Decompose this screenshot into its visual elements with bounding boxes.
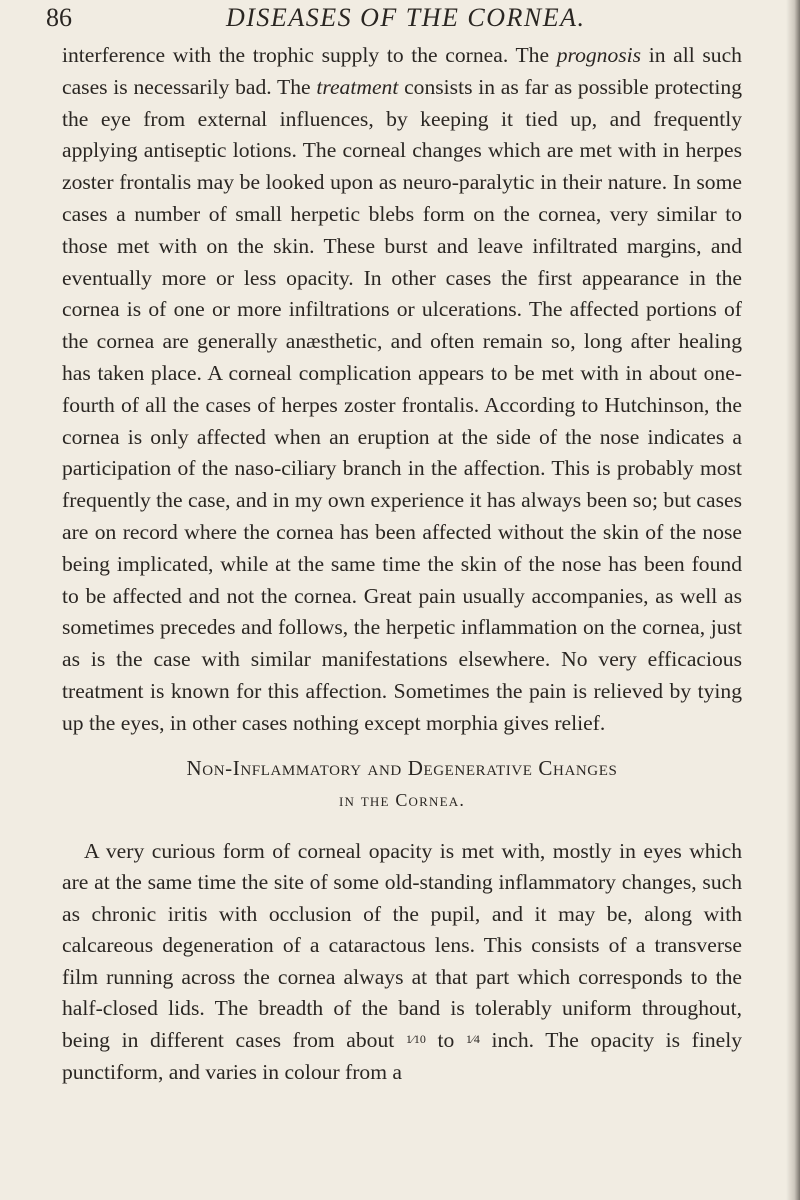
section-heading [62,752,742,816]
section-heading-line-2: in the Cornea. [338,790,466,810]
page-edge-shadow [786,0,800,1200]
page-number: 86 [46,3,72,32]
italic-term-treatment: treatment [316,74,399,99]
text-run: in all such cases is necessarily bad. The [62,43,742,99]
paragraph-herpes-zoster [62,40,742,740]
paragraph-corneal-opacity [62,836,742,1088]
fraction-quarter: 1⁄4 [465,1032,480,1047]
italic-term-prognosis: prognosis [556,43,642,67]
paragraph-text [62,836,742,1088]
text-run: to [425,1028,466,1053]
text-run: A very curious form of corneal opacity is met with, mostly in eyes which are at the same time the site of some old-standing inflammatory changes, such as chronic iritis with occlusion of the pupil, and it may be, along with calcareous degeneration of a cataractous lens. This consists of a transverse film running across the cornea always at that part which corresponds to the half-closed lids. The breadth of the band is tolerably uniform throughout, being in different cases from about [62,839,742,1053]
text-run: interference with the trophic supply to the cornea. The [62,43,557,67]
running-title: DISEASES OF THE CORNEA. [226,3,586,32]
paragraph-text [62,40,742,740]
running-head [46,2,746,34]
section-heading-line-1: Non-Inflammatory and Degenerative Changes [186,756,618,780]
text-run: inch. The opacity is finely punctiform, and varies in colour from a [62,1028,742,1084]
fraction-tenth: 1⁄10 [405,1032,426,1047]
text-run: consists in as far as possible protecting the eye from external influences, by keeping it tied up, and frequently applying antiseptic lotions. The corneal changes which are met with in herpes zoster frontalis may be looked upon as neuro-paralytic in their nature. In some cases a number of small herpetic blebs form on the cornea, very similar to those met with on the skin. These burst and leave infiltrated margins, and eventually more or less opacity. In other cases the first appearance in the cornea is of one or more infiltrations or ulcerations. The affected portions of the cornea are generally anæsthetic, and often remain so, long after healing has taken place. A corneal complication appears to be met with in about one-fourth of all the cases of herpes zoster frontalis. According to Hutchinson, the cornea is only affected when an eruption at the side of the nose indicates a participation of the naso-ciliary branch in the affection. This is probably most frequently the case, and in my own experience it has always been so; but cases are on record where the cornea has been affected without the skin of the nose being implicated, while at the same time the skin of the nose has been found to be affected and not the cornea. Great pain usually accompanies, as well as sometimes precedes and follows, the herpetic inflammation on the cornea, just as is the case with similar manifestations elsewhere. No very efficacious treatment is known for this affection. Sometimes the pain is relieved by tying up the eyes, in other cases nothing except morphia gives relief. [62,74,742,735]
